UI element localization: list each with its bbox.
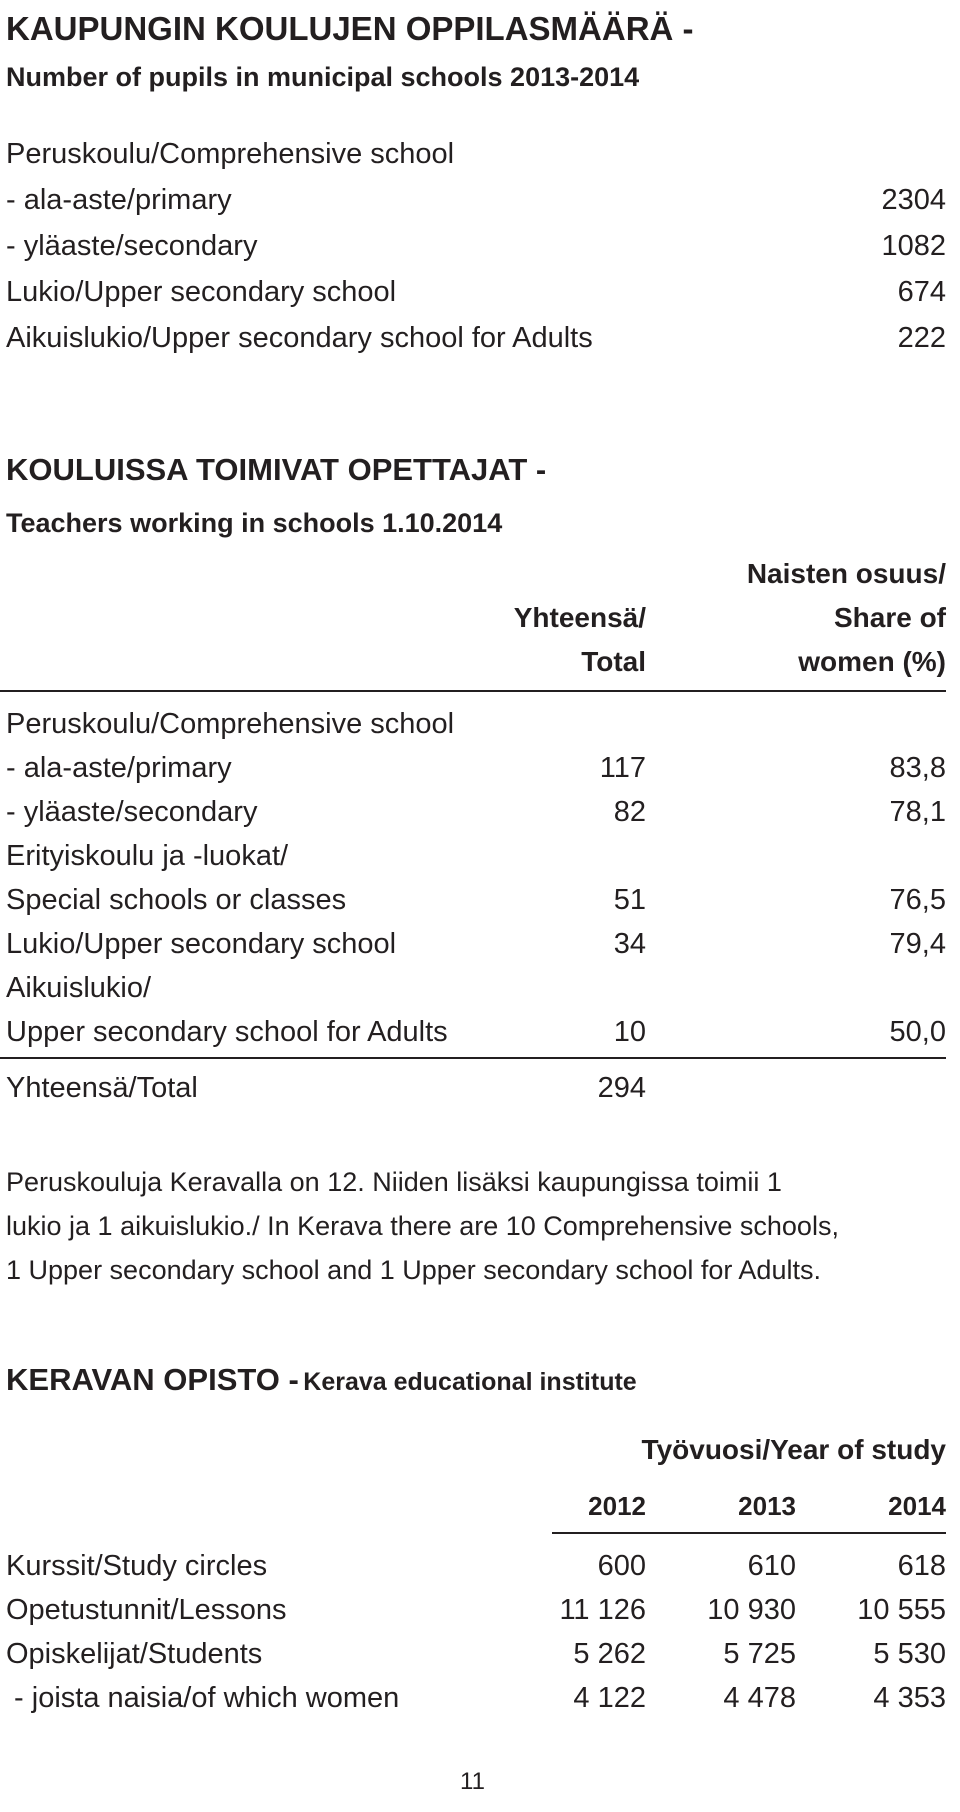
pupils-row-label: Aikuislukio/Upper secondary school for Adults bbox=[6, 322, 593, 354]
teachers-row-label: Aikuislukio/ bbox=[6, 972, 152, 1004]
note-line: Peruskouluja Keravalla on 12. Niiden lisäksi kaupungissa toimii 1 bbox=[6, 1167, 782, 1197]
teachers-row bbox=[6, 704, 946, 744]
pupils-row-value: 674 bbox=[897, 276, 946, 308]
teachers-row bbox=[6, 748, 946, 788]
teachers-row-total: 117 bbox=[599, 752, 646, 784]
pupils-row bbox=[6, 318, 946, 358]
pupils-row-label: - yläaste/secondary bbox=[6, 230, 258, 262]
pupils-row bbox=[6, 134, 946, 174]
column-header-line: Total bbox=[581, 646, 646, 677]
opisto-row-value: 600 bbox=[597, 1550, 646, 1582]
teachers-row-total: 82 bbox=[613, 796, 646, 828]
opisto-row-label: Opetustunnit/Lessons bbox=[6, 1594, 287, 1626]
teachers-row bbox=[6, 924, 946, 964]
pupils-row-value: 1082 bbox=[881, 230, 946, 262]
teachers-row-women: 78,1 bbox=[889, 796, 946, 828]
opisto-title-sub: Kerava educational institute bbox=[303, 1368, 637, 1396]
pupils-row-value: 222 bbox=[897, 322, 946, 354]
teachers-row-label: Special schools or classes bbox=[6, 884, 347, 916]
teachers-title: KOULUISSA TOIMIVAT OPETTAJAT - bbox=[6, 452, 547, 487]
teachers-row bbox=[6, 968, 946, 1008]
opisto-row-label: Kurssit/Study circles bbox=[6, 1550, 268, 1582]
opisto-title-line bbox=[6, 1362, 637, 1398]
teachers-row-label: - ala-aste/primary bbox=[6, 752, 232, 784]
teachers-row-women: 83,8 bbox=[889, 752, 946, 784]
teachers-row-label: Erityiskoulu ja -luokat/ bbox=[6, 840, 289, 872]
pupils-subtitle: Number of pupils in municipal schools 2013-2014 bbox=[6, 62, 640, 92]
opisto-row-label: Opiskelijat/Students bbox=[6, 1638, 263, 1670]
teachers-row-women: 76,5 bbox=[889, 884, 946, 916]
teachers-total-label: Yhteensä/Total bbox=[6, 1072, 198, 1104]
note-line: lukio ja 1 aikuislukio./ In Kerava there are 10 Comprehensive schools, bbox=[6, 1211, 839, 1241]
note-line: 1 Upper secondary school and 1 Upper secondary school for Adults. bbox=[6, 1255, 821, 1285]
teachers-total-value: 294 bbox=[597, 1072, 646, 1104]
pupils-row-value: 2304 bbox=[881, 184, 946, 216]
teachers-row bbox=[6, 836, 946, 876]
opisto-row-value: 5 530 bbox=[873, 1638, 946, 1670]
opisto-row bbox=[6, 1590, 946, 1630]
opisto-row-value: 4 353 bbox=[873, 1682, 946, 1714]
pupils-row-label: Peruskoulu/Comprehensive school bbox=[6, 138, 455, 170]
teachers-row bbox=[6, 792, 946, 832]
opisto-row-value: 11 126 bbox=[559, 1594, 646, 1626]
opisto-row-value: 4 478 bbox=[723, 1682, 796, 1714]
year-col: 2014 bbox=[888, 1491, 946, 1521]
pupils-title: KAUPUNGIN KOULUJEN OPPILASMÄÄRÄ - bbox=[6, 10, 694, 47]
opisto-row bbox=[6, 1678, 946, 1718]
opisto-row-value: 618 bbox=[897, 1550, 946, 1582]
opisto-row-value: 10 930 bbox=[707, 1594, 796, 1626]
pupils-row bbox=[6, 272, 946, 312]
opisto-row bbox=[6, 1634, 946, 1674]
teachers-row bbox=[6, 880, 946, 920]
teachers-row-label: Peruskoulu/Comprehensive school bbox=[6, 708, 455, 740]
opisto-row-label: - joista naisia/of which women bbox=[6, 1682, 400, 1714]
teachers-total-row bbox=[6, 1068, 946, 1108]
opisto-row-value: 610 bbox=[747, 1550, 796, 1582]
teachers-row-women: 79,4 bbox=[889, 928, 946, 960]
teachers-subtitle: Teachers working in schools 1.10.2014 bbox=[6, 508, 503, 538]
teachers-row-label: - yläaste/secondary bbox=[6, 796, 258, 828]
opisto-row-value: 5 262 bbox=[573, 1638, 646, 1670]
pupils-row bbox=[6, 226, 946, 266]
opisto-row-value: 10 555 bbox=[857, 1594, 946, 1626]
years-row bbox=[6, 1486, 946, 1526]
years-rule bbox=[552, 1532, 946, 1534]
teachers-row bbox=[6, 1012, 946, 1052]
column-header-women bbox=[700, 552, 946, 684]
teachers-row-women: 50,0 bbox=[889, 1016, 946, 1048]
opisto-title: KERAVAN OPISTO - bbox=[6, 1362, 299, 1397]
column-header-line: Yhteensä/ bbox=[513, 602, 646, 633]
pupils-row bbox=[6, 180, 946, 220]
column-header-line: Naisten osuus/ bbox=[746, 558, 946, 589]
teachers-row-total: 10 bbox=[613, 1016, 646, 1048]
opisto-row-value: 5 725 bbox=[723, 1638, 796, 1670]
pupils-row-label: Lukio/Upper secondary school bbox=[6, 276, 397, 308]
year-col: 2012 bbox=[588, 1491, 646, 1521]
total-rule bbox=[0, 1057, 946, 1059]
opisto-row-value: 4 122 bbox=[573, 1682, 646, 1714]
pupils-row-label: - ala-aste/primary bbox=[6, 184, 232, 216]
year-col: 2013 bbox=[738, 1491, 796, 1521]
teachers-row-label: Upper secondary school for Adults bbox=[6, 1016, 448, 1048]
header-rule bbox=[0, 690, 946, 692]
opisto-row bbox=[6, 1546, 946, 1586]
page-number: 11 bbox=[460, 1768, 485, 1795]
year-header: Työvuosi/Year of study bbox=[641, 1434, 946, 1465]
column-header-total bbox=[440, 596, 646, 684]
teachers-row-total: 51 bbox=[613, 884, 646, 916]
teachers-row-total: 34 bbox=[613, 928, 646, 960]
column-header-line: Share of bbox=[833, 602, 946, 633]
column-header-line: women (%) bbox=[798, 646, 946, 677]
teachers-row-label: Lukio/Upper secondary school bbox=[6, 928, 397, 960]
